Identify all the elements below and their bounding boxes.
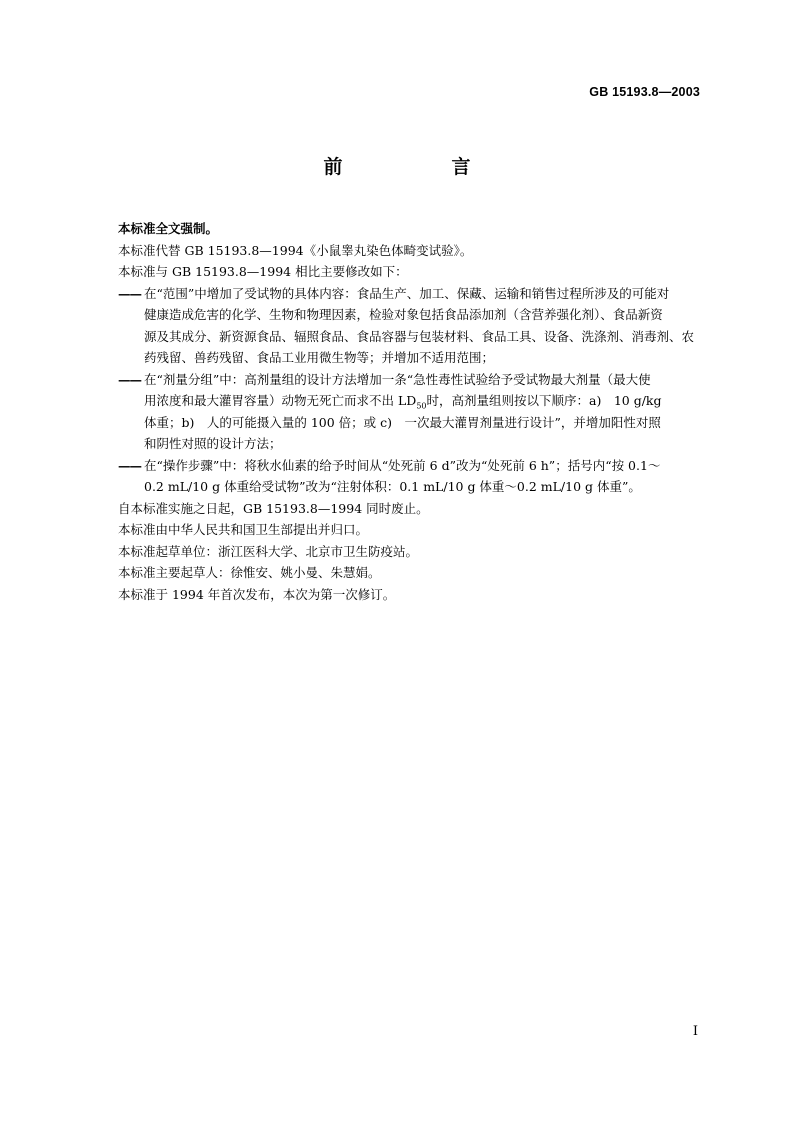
ld-text: 用浓度和最大灌胃容量）动物无死亡而求不出 LD — [144, 393, 417, 408]
paragraph-drafters: 本标准主要起草人：徐惟安、姚小曼、朱慧娟。 — [118, 565, 381, 580]
standard-code-header: GB 15193.8—2003 — [589, 85, 700, 99]
page-number: I — [692, 1024, 698, 1039]
page-title: 前 言 — [323, 156, 516, 178]
change-item-line: 药残留、兽药残留、食品工业用微生物等；并增加不适用范围； — [144, 350, 495, 365]
change-item-line: 体重；b) 人的可能摄入量的 100 倍；或 c) 一次最大灌胃剂量进行设计”，并增加阳性对照 — [144, 414, 661, 430]
paragraph-history: 本标准于 1994 年首次发布，本次为第一次修订。 — [118, 586, 396, 602]
change-item-line: 健康造成危害的化学、生物和物理因素，检验对象包括食品添加剂（含营养强化剂）、食品新资 — [144, 307, 663, 322]
foreword-body — [118, 218, 708, 605]
dash-marker: —— — [118, 371, 141, 387]
ld-subscript: 50 — [416, 401, 427, 411]
change-item-scope — [118, 283, 708, 369]
change-item-line: 源及其成分、新资源食品、辐照食品、食品容器与包装材料、食品工具、设备、洗涤剂、消毒剂、农 — [144, 328, 695, 344]
change-item-procedure — [118, 455, 708, 498]
paragraph-replaces: 本标准代替 GB 15193.8—1994《小鼠睾丸染色体畸变试验》。 — [118, 242, 473, 258]
paragraph-drafting-units: 本标准起草单位：浙江医科大学、北京市卫生防疫站。 — [118, 543, 419, 559]
paragraph-proposer: 本标准由中华人民共和国卫生部提出并归口。 — [118, 522, 369, 537]
change-item-line: 和阴性对照的设计方法； — [144, 436, 282, 451]
change-item-line: 在“剂量分组”中：高剂量组的设计方法增加一条“急性毒性试验给予受试物最大剂量（最大使 — [144, 371, 651, 387]
change-item-line: 在“操作步骤”中：将秋水仙素的给予时间从“处死前 6 d”改为“处死前 6 h”；括号内“按 0.1～ — [144, 457, 661, 473]
change-item-line: 0.2 mL/10 g 体重给受试物”改为“注射体积：0.1 mL/10 g 体重～0.2 mL/10 g 体重”。 — [144, 479, 641, 494]
paragraph-mandatory: 本标准全文强制。 — [118, 221, 219, 236]
change-item-dose-groups — [118, 369, 708, 455]
paragraph-abolish: 自本标准实施之日起，GB 15193.8—1994 同时废止。 — [118, 500, 429, 516]
paragraph-changes-intro: 本标准与 GB 15193.8—1994 相比主要修改如下： — [118, 264, 408, 279]
change-item-line — [118, 390, 708, 412]
ld-text-post: 时，高剂量组则按以下顺序：a) 10 g/kg — [426, 393, 662, 408]
dash-marker: —— — [118, 285, 141, 301]
dash-marker: —— — [118, 457, 141, 473]
change-item-line: 在“范围”中增加了受试物的具体内容：食品生产、加工、保藏、运输和销售过程所涉及的可能对 — [144, 285, 670, 301]
